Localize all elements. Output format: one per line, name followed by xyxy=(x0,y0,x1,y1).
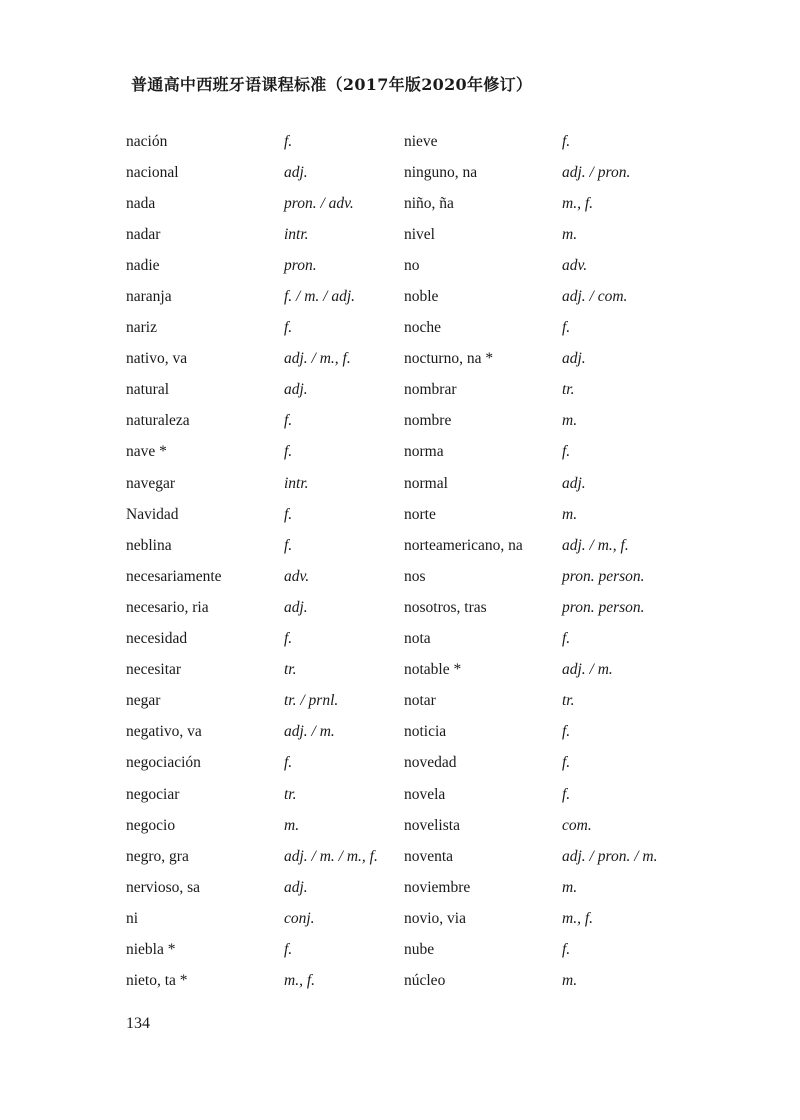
pos-right: m. xyxy=(562,225,578,243)
pos-right: tr. xyxy=(562,692,575,710)
word-left: negativo, va xyxy=(126,723,202,741)
word-left: nativo, va xyxy=(126,350,188,368)
word-left: ni xyxy=(126,909,139,927)
word-right: nieve xyxy=(404,132,438,150)
pos-left: f. / m. / adj. xyxy=(284,288,356,306)
vocabulary-table xyxy=(126,126,702,997)
word-left: negociar xyxy=(126,785,180,803)
word-right: nombrar xyxy=(404,381,457,399)
word-right: notable * xyxy=(404,661,462,679)
word-left: necesitar xyxy=(126,661,182,679)
word-left: natural xyxy=(126,381,170,399)
pos-right: adj. xyxy=(562,350,586,368)
word-left: nieto, ta * xyxy=(126,972,188,990)
pos-right: f. xyxy=(562,723,571,741)
word-left: nacional xyxy=(126,163,179,181)
pos-right: adj. / m. xyxy=(562,661,613,679)
pos-right: f. xyxy=(562,940,571,958)
page-header-title: 普通高中西班牙语课程标准（2017年版2020年修订） xyxy=(131,75,533,94)
pos-left: adv. xyxy=(284,567,310,585)
pos-right: m. xyxy=(562,412,578,430)
pos-right: adj. / pron. / m. xyxy=(562,847,658,865)
word-right: novedad xyxy=(404,754,457,772)
pos-left: intr. xyxy=(284,225,309,243)
pos-left: conj. xyxy=(284,909,315,927)
word-left: nadie xyxy=(126,256,160,274)
word-left: nada xyxy=(126,194,156,212)
word-right: nombre xyxy=(404,412,452,430)
pos-left: f. xyxy=(284,505,293,523)
pos-left: pron. / adv. xyxy=(284,194,354,212)
pos-right: m. xyxy=(562,972,578,990)
word-right: novelista xyxy=(404,816,460,834)
pos-left: adj. xyxy=(284,381,308,399)
pos-right: tr. xyxy=(562,381,575,399)
word-left: nariz xyxy=(126,319,157,337)
pos-right: f. xyxy=(562,754,571,772)
pos-left: tr. xyxy=(284,661,297,679)
pos-right: m., f. xyxy=(562,194,593,212)
word-right: noviembre xyxy=(404,878,471,896)
pos-left: adj. xyxy=(284,878,308,896)
word-left: necesidad xyxy=(126,630,188,648)
pos-left: intr. xyxy=(284,474,309,492)
word-left: necesariamente xyxy=(126,567,222,585)
pos-right: adj. xyxy=(562,474,586,492)
pos-right: f. xyxy=(562,630,571,648)
pos-left: tr. / prnl. xyxy=(284,692,339,710)
pos-left: adj. / m. / m., f. xyxy=(284,847,378,865)
word-right: ninguno, na xyxy=(404,163,478,181)
word-right: norma xyxy=(404,443,444,461)
pos-left: f. xyxy=(284,940,293,958)
pos-left: f. xyxy=(284,630,293,648)
pos-right: adj. / pron. xyxy=(562,163,631,181)
word-right: nota xyxy=(404,630,431,648)
word-right: novela xyxy=(404,785,446,803)
pos-left: pron. xyxy=(284,256,317,274)
pos-right: m. xyxy=(562,878,578,896)
word-right: novio, via xyxy=(404,909,466,927)
pos-left: f. xyxy=(284,536,293,554)
word-left: nervioso, sa xyxy=(126,878,201,896)
word-left: negro, gra xyxy=(126,847,189,865)
pos-left: f. xyxy=(284,754,293,772)
word-right: nube xyxy=(404,940,435,958)
pos-left: adj. / m., f. xyxy=(284,350,351,368)
pos-left: tr. xyxy=(284,785,297,803)
word-left: niebla * xyxy=(126,940,176,958)
word-left: naturaleza xyxy=(126,412,190,430)
word-left: Navidad xyxy=(126,505,179,523)
pos-left: f. xyxy=(284,443,293,461)
word-right: no xyxy=(404,256,420,274)
pos-right: m. xyxy=(562,505,578,523)
pos-right: pron. person. xyxy=(562,567,645,585)
word-left: neblina xyxy=(126,536,172,554)
pos-right: pron. person. xyxy=(562,598,645,616)
word-left: negocio xyxy=(126,816,176,834)
pos-right: f. xyxy=(562,132,571,150)
word-right: noticia xyxy=(404,723,447,741)
page-number: 134 xyxy=(126,1015,150,1032)
word-left: nación xyxy=(126,132,168,150)
word-right: nosotros, tras xyxy=(404,598,487,616)
word-left: navegar xyxy=(126,474,176,492)
word-left: negar xyxy=(126,692,161,710)
pos-left: m., f. xyxy=(284,972,315,990)
pos-left: adj. xyxy=(284,163,308,181)
word-left: nadar xyxy=(126,225,161,243)
word-right: normal xyxy=(404,474,448,492)
word-left: naranja xyxy=(126,288,172,306)
word-right: notar xyxy=(404,692,436,710)
word-right: norteamericano, na xyxy=(404,536,523,554)
word-left: necesario, ria xyxy=(126,598,209,616)
pos-right: f. xyxy=(562,443,571,461)
pos-right: f. xyxy=(562,785,571,803)
pos-left: f. xyxy=(284,412,293,430)
word-right: nocturno, na * xyxy=(404,350,494,368)
word-left: negociación xyxy=(126,754,201,772)
word-right: noche xyxy=(404,319,442,337)
pos-right: com. xyxy=(562,816,592,834)
word-right: noble xyxy=(404,288,439,306)
word-right: norte xyxy=(404,505,436,523)
pos-right: f. xyxy=(562,319,571,337)
pos-left: f. xyxy=(284,132,293,150)
pos-left: adj. xyxy=(284,598,308,616)
pos-right: adv. xyxy=(562,256,588,274)
pos-left: f. xyxy=(284,319,293,337)
word-right: nos xyxy=(404,567,426,585)
pos-right: m., f. xyxy=(562,909,593,927)
pos-left: adj. / m. xyxy=(284,723,335,741)
word-right: núcleo xyxy=(404,972,446,990)
pos-right: adj. / m., f. xyxy=(562,536,629,554)
word-right: nivel xyxy=(404,225,435,243)
word-right: niño, ña xyxy=(404,194,454,212)
word-right: noventa xyxy=(404,847,454,865)
pos-left: m. xyxy=(284,816,300,834)
pos-right: adj. / com. xyxy=(562,288,628,306)
word-left: nave * xyxy=(126,443,167,461)
